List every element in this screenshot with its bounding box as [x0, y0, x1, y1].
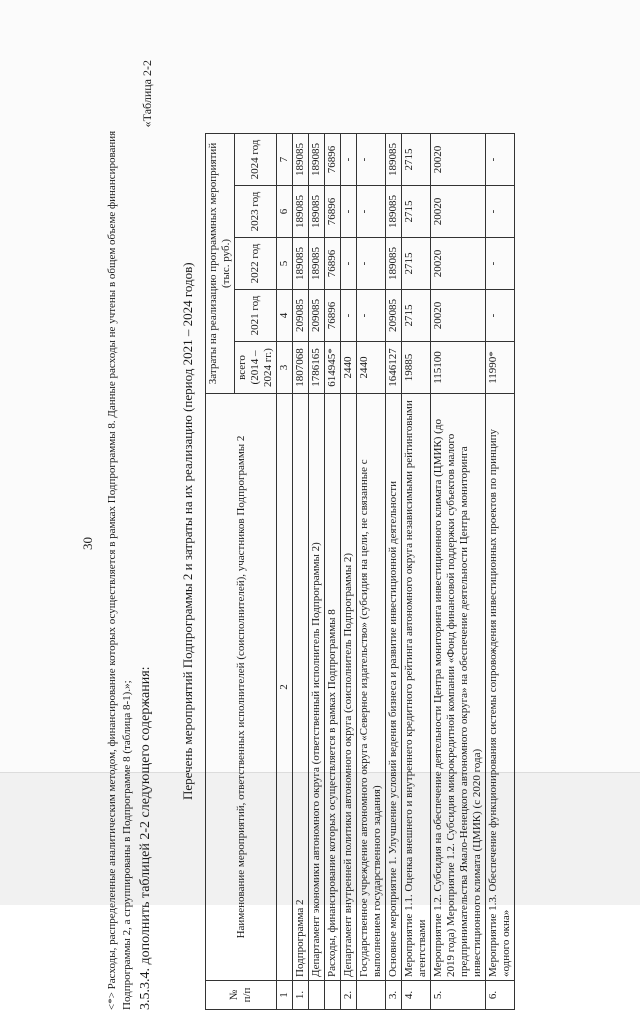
row-value: 189085 — [293, 134, 309, 186]
table-row — [325, 134, 341, 1010]
row-value: 20020 — [431, 134, 486, 186]
row-number — [325, 981, 341, 1010]
index-cell: 7 — [277, 134, 293, 186]
row-value: 76896 — [325, 134, 341, 186]
row-value: 20020 — [431, 186, 486, 238]
index-cell: 6 — [277, 186, 293, 238]
table-row — [341, 134, 357, 1010]
row-value: 11990* — [486, 342, 515, 394]
footnote: <*> Расходы, распределенные аналитическим методом, финансирование которых осуществляется в рамках Подпрограммы 8. Данные расходы не учтены в общем объеме финансирования Подпрограммы 2, а сгруппированы в Подпрограмме 8 (таблица 8-1).»; — [106, 130, 133, 1010]
row-value: 189085 — [293, 186, 309, 238]
row-value: 189085 — [386, 134, 402, 186]
row-name: Государственное учреждение автономного округа «Северное издательство» (субсидия на цели, не связанные с выполнением государственного задания) — [357, 394, 386, 981]
row-value: - — [357, 290, 386, 342]
row-value: - — [341, 238, 357, 290]
row-value: - — [486, 186, 515, 238]
table-title: Перечень мероприятий Подпрограммы 2 и затраты на их реализацию (период 2021 – 2024 годов) — [180, 262, 195, 800]
row-value: 115100 — [431, 342, 486, 394]
row-value: 209085 — [386, 290, 402, 342]
row-value: 2440 — [341, 342, 357, 394]
row-number: 6. — [486, 981, 515, 1010]
index-cell: 3 — [277, 342, 293, 394]
row-number: 4. — [402, 981, 431, 1010]
row-number — [357, 981, 386, 1010]
table-row — [402, 134, 431, 1010]
row-value: 2715 — [402, 290, 431, 342]
table-label: «Таблица 2-2 — [140, 60, 154, 128]
row-value: 189085 — [386, 186, 402, 238]
clause-text: 3.5.3.4. дополнить таблицей 2-2 следующего содержания: — [138, 666, 153, 1010]
page-number: 30 — [80, 537, 95, 550]
row-value: 2715 — [402, 134, 431, 186]
header-2023: 2023 год — [235, 186, 277, 238]
row-name: Расходы, финансирование которых осуществляется в рамках Подпрограммы 8 — [325, 394, 341, 981]
row-value: 189085 — [309, 186, 325, 238]
row-value: 1807068 — [293, 342, 309, 394]
row-value: 20020 — [431, 238, 486, 290]
row-value: - — [341, 134, 357, 186]
row-name: Мероприятие 1.2. Субсидия на обеспечение деятельности Центра мониторинга инвестиционного климата (ЦМИК) (до 2019 года) Мероприятие 1.2. Субсидия микрокредитной компании «Фонд финансовой поддержки субъектов малого предпринимательства Ямало-Ненецкого автономного округа» на обеспечение деятельности Центра мониторинга инвестиционного климата (ЦМИК) (с 2020 года) — [431, 394, 486, 981]
row-name: Департамент экономики автономного округа (ответственный исполнитель Подпрограммы 2) — [309, 394, 325, 981]
row-number: 1. — [293, 981, 309, 1010]
row-value: 189085 — [293, 238, 309, 290]
row-value: 19885 — [402, 342, 431, 394]
header-2022: 2022 год — [235, 238, 277, 290]
row-value: 76896 — [325, 238, 341, 290]
row-number — [309, 981, 325, 1010]
row-number: 5. — [431, 981, 486, 1010]
table-row — [386, 134, 402, 1010]
row-value: 189085 — [309, 134, 325, 186]
row-value: 189085 — [386, 238, 402, 290]
row-value: 76896 — [325, 290, 341, 342]
table-row — [486, 134, 515, 1010]
index-cell: 5 — [277, 238, 293, 290]
index-row — [277, 134, 293, 1010]
row-name: Департамент внутренней политики автономного округа (соисполнитель Подпрограммы 2) — [341, 394, 357, 981]
row-value: 189085 — [309, 238, 325, 290]
row-value: - — [341, 186, 357, 238]
header-total: всего (2014 – 2024 гг.) — [235, 342, 277, 394]
row-name: Мероприятие 1.3. Обеспечение функционирования системы сопровождения инвестиционных проектов по принципу «одного окна» — [486, 394, 515, 981]
row-number: 2. — [341, 981, 357, 1010]
row-value: - — [486, 238, 515, 290]
row-value: 1646127 — [386, 342, 402, 394]
index-cell: 1 — [277, 981, 293, 1010]
header-2021: 2021 год — [235, 290, 277, 342]
index-cell: 4 — [277, 290, 293, 342]
row-value: - — [486, 290, 515, 342]
row-name: Основное мероприятие 1. Улучшение условий ведения бизнеса и развитие инвестиционной деятельности — [386, 394, 402, 981]
header-name: Наименование мероприятий, ответственных исполнителей (соисполнителей), участников Подпрограммы 2 — [206, 394, 277, 981]
row-value: 2715 — [402, 186, 431, 238]
header-2024: 2024 год — [235, 134, 277, 186]
header-costs: Затраты на реализацию программных мероприятий (тыс. руб.) — [206, 134, 235, 394]
program-table — [205, 133, 515, 1010]
index-cell: 2 — [277, 394, 293, 981]
row-value: 2440 — [357, 342, 386, 394]
row-value: - — [357, 134, 386, 186]
row-value: - — [357, 238, 386, 290]
table-row — [431, 134, 486, 1010]
header-num: № п/п — [206, 981, 277, 1010]
rotated-sheet — [60, 40, 580, 1020]
row-value: 20020 — [431, 290, 486, 342]
row-name: Подпрограмма 2 — [293, 394, 309, 981]
table-row — [309, 134, 325, 1010]
row-value: - — [357, 186, 386, 238]
row-value: 614945* — [325, 342, 341, 394]
row-number: 3. — [386, 981, 402, 1010]
row-value: 2715 — [402, 238, 431, 290]
row-value: - — [341, 290, 357, 342]
row-name: Мероприятие 1.1. Оценка внешнего и внутреннего кредитного рейтинга автономного округа независимыми рейтинговыми агентствами — [402, 394, 431, 981]
row-value: 209085 — [309, 290, 325, 342]
row-value: - — [486, 134, 515, 186]
table-row — [293, 134, 309, 1010]
row-value: 1786165 — [309, 342, 325, 394]
row-value: 209085 — [293, 290, 309, 342]
table-row — [357, 134, 386, 1010]
row-value: 76896 — [325, 186, 341, 238]
